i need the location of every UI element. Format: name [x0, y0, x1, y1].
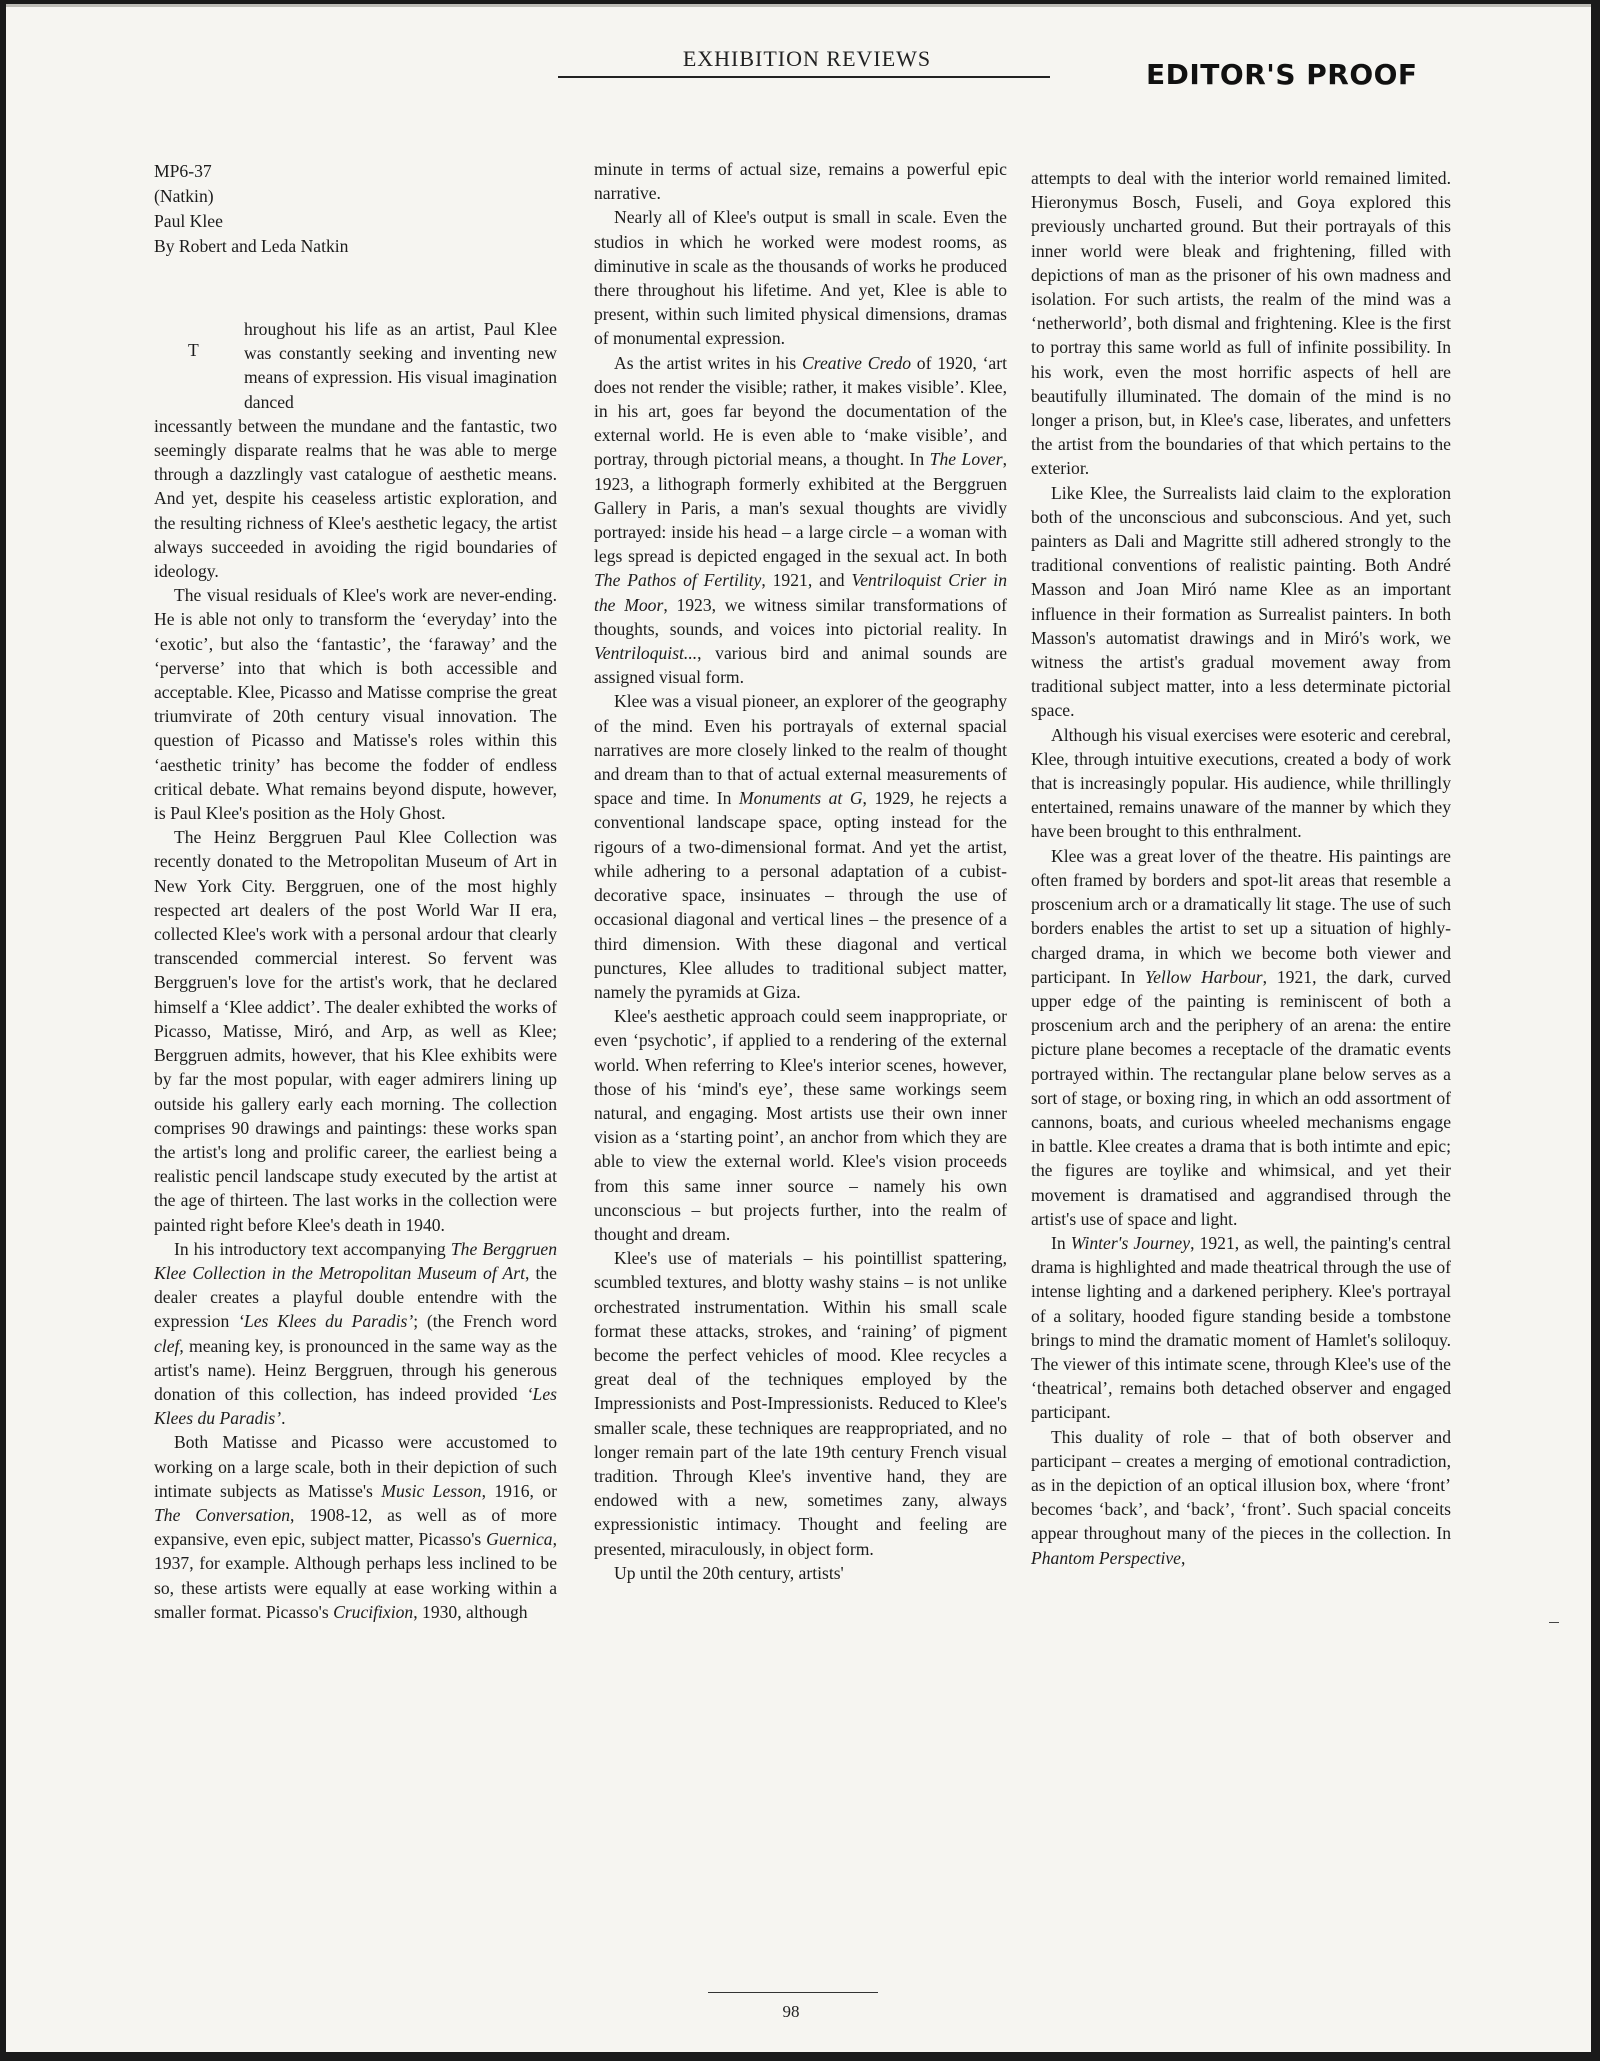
artwork-title: The Berggruen Klee Collection in the Metropolitan Museum of Art — [154, 1238, 558, 1283]
artwork-title: The Pathos of Fertility — [594, 570, 762, 591]
paragraph: Klee was a great lover of the theatre. His paintings are often framed by borders and spot-lit areas that resemble a proscenium arch or a dramatically lit stage. The use of such borders enables the artist to set up a situation of highly-charged drama, in which we become both viewer and participant. In Yellow Harbour, 1921, the dark, curved upper edge of the painting is reminiscent of both a proscenium arch and the periphery of an arena: the entire picture plane becomes a receptacle of the dramatic events portrayed within. The rectangular plane below serves as a sort of stage, or boxing ring, in which an odd assortment of cannons, boats, and curious wheeled mechanisms engage in battle. Klee creates a drama that is both intimte and epic; the figures are toylike and whimsical, and yet their movement is dramatised and aggrandised through the artist's use of space and light. — [1031, 845, 1451, 1229]
artwork-title: Phantom Perspective — [1031, 1547, 1181, 1568]
article-code: MP6-37 — [154, 161, 212, 181]
paragraph: Both Matisse and Picasso were accustomed to working on a large scale, both in their depiction of such intimate subjects as Matisse's Music Lesson, 1916, or The Conversation, 1908-12, as well as of more expansive, even epic, subject matter, Picasso's Guernica, 1937, for example. Although perhaps less inclined to be so, these artists were equally at ease working within a smaller format. Picasso's Crucifixion, 1930, although — [154, 1432, 557, 1622]
paragraph: Klee's use of materials – his pointillist spattering, scumbled textures, and blotty washy stains – is not unlike orchestrated instrumentation. Within his small scale format these attacks, strokes, and ‘raining’ of pigment become the perfect vehicles of mood. Klee recycles a great deal of the techniques employed by the Impressionists and Post-Impressionists. Reduced to Klee's smaller scale, these techniques are reappropriated, and no longer remain part of the late 19th century French visual tradition. Through Klee's inventive hand, they are endowed with a new, sometimes zany, always expressionistic intimacy. Thought and feeling are presented, miraculously, in object form. — [594, 1248, 1007, 1559]
byline: By Robert and Leda Natkin — [154, 236, 349, 256]
paragraph: minute in terms of actual size, remains a powerful epic narrative. — [594, 159, 1007, 204]
paragraph: Up until the 20th century, artists' — [614, 1562, 844, 1583]
footer-rule — [708, 1992, 878, 1993]
artwork-title: The Lover — [929, 449, 1003, 470]
paragraph: Klee was a visual pioneer, an explorer of the geography of the mind. Even his portrayals of external spacial narratives are more closely linked to the realm of thought and dream than to that of actual external measurements of space and time. In Monuments at G, 1929, he rejects a conventional landscape space, opting instead for the rigours of a two-dimensional format. And yet the artist, while adhering to a personal adaptation of a cubist-decorative space, insinuates – through the use of occasional diagonal and vertical lines – the presence of a third dimension. With these diagonal and vertical punctures, Klee alludes to traditional subject matter, namely the pyramids at Giza. — [594, 691, 1007, 1002]
term: clef — [154, 1335, 180, 1356]
margin-mark — [1549, 1622, 1559, 1623]
opening-text: hroughout his life as an artist, Paul Klee was constantly seeking and inventing new means of expression. His visual imagination danced — [244, 319, 557, 412]
paragraph: Although his visual exercises were esoteric and cerebral, Klee, through intuitive executions, created a body of work that is increasingly popular. His audience, while thrillingly entertained, remains unaware of the manner by which they have been brought to this enthralment. — [1031, 724, 1451, 842]
artwork-title: Guernica — [486, 1529, 553, 1550]
top-border — [6, 4, 1591, 7]
column-3 — [1031, 166, 1451, 1570]
artwork-title: Ventriloquist... — [594, 643, 698, 664]
drop-cap: T — [188, 340, 199, 360]
editors-proof-stamp: EDITOR'S PROOF — [1146, 58, 1418, 91]
document-page — [6, 4, 1591, 2052]
paragraph: incessantly between the mundane and the fantastic, two seemingly disparate realms that he was able to merge through a dazzlingly vast catalogue of aesthetic means. And yet, despite his ceaseless artistic exploration, and the resulting richness of Klee's aesthetic legacy, the artist always succeeded in avoiding the rigid boundaries of ideology. — [154, 415, 557, 582]
article-meta — [154, 159, 557, 259]
opening-paragraph — [154, 317, 557, 414]
paragraph: Nearly all of Klee's output is small in scale. Even the studios in which he worked were modest rooms, as diminutive in scale as the thousands of works he produced there throughout his lifetime. And yet, Klee is able to present, within such limited physical dimensions, dramas of monumental expression. — [594, 207, 1007, 349]
paragraph: Like Klee, the Surrealists laid claim to the exploration both of the unconscious and subconscious. And yet, such painters as Dali and Magritte still adhered strongly to the traditional conventions of realistic painting. Both André Masson and Joan Miró name Klee as an important influence in their formation as Surrealist painters. In both Masson's automatist drawings and in Miró's work, we witness the artist's gradual movement away from traditional subject matter, into a less determinate pictorial space. — [1031, 482, 1451, 721]
artwork-title: Monuments at G — [738, 788, 863, 809]
artwork-title: Crucifixion — [333, 1601, 414, 1622]
paragraph: In Winter's Journey, 1921, as well, the painting's central drama is highlighted and made theatrical through the use of intense lighting and a darkened periphery. Klee's portrayal of a solitary, hooded figure standing beside a tombstone brings to mind the dramatic moment of Hamlet's soliloquy. The viewer of this intimate scene, through Klee's use of the ‘theatrical’, remains both detached observer and engaged participant. — [1031, 1232, 1451, 1423]
quote: ‘Les Klees du Paradis’ — [154, 1383, 557, 1429]
author-tag: (Natkin) — [154, 186, 214, 206]
running-header: EXHIBITION REVIEWS — [682, 46, 932, 71]
quote: ‘Les Klees du Paradis’ — [238, 1311, 414, 1332]
artwork-title: Creative Credo — [802, 352, 912, 373]
paragraph: This duality of role – that of both observer and participant – creates a merging of emotional contradiction, as in the depiction of an optical illusion box, where ‘front’ becomes ‘back’, and ‘back’, ‘front’. Such spacial conceits appear throughout many of the pieces in the collection. In Phantom Perspective, — [1031, 1426, 1451, 1568]
artwork-title: Ventriloquist Crier in the Moor — [594, 570, 1007, 615]
column-1 — [154, 159, 557, 1624]
artwork-title: The Conversation — [154, 1504, 291, 1525]
column-2 — [594, 157, 1007, 1585]
page-number: 98 — [782, 2002, 800, 2021]
paragraph: The visual residuals of Klee's work are never-ending. He is able not only to transform the ‘everyday’ into the ‘exotic’, but also the ‘fantastic’, the ‘faraway’ and the ‘perverse’ into that which is both accessible and acceptable. Klee, Picasso and Matisse comprise the great triumvirate of 20th century visual innovation. The question of Picasso and Matisse's roles within this ‘aesthetic trinity’ has become the fodder of endless critical debate. What remains beyond dispute, however, is Paul Klee's position as the Holy Ghost. — [154, 585, 557, 824]
artwork-title: Music Lesson — [381, 1480, 482, 1501]
paragraph: In his introductory text accompanying The Berggruen Klee Collection in the Metropolitan Museum of Art, the dealer creates a playful double entendre with the expression ‘Les Klees du Paradis’; (the French word clef, meaning key, is pronounced in the same way as the artist's name). Heinz Berggruen, through his generous donation of this collection, has indeed provided ‘Les Klees du Paradis’. — [154, 1238, 558, 1429]
article-subject: Paul Klee — [154, 211, 223, 231]
paragraph: attempts to deal with the interior world remained limited. Hieronymus Bosch, Fuseli, and Goya explored this previously uncharted ground. But their portrayals of this inner world were bleak and frightening, filled with depictions of man as the prisoner of his own madness and isolation. For such artists, the realm of the mind was a ‘netherworld’, both dismal and frightening. Klee is the first to portray this same world as full of infinite possibility. In his work, even the most horrific aspects of hell are beautifully illuminated. The domain of the mind is no longer a prison, but, in Klee's case, liberates, and unfetters the artist from the boundaries of that which pertains to the exterior. — [1031, 168, 1451, 479]
header-rule — [558, 76, 1050, 78]
artwork-title: Yellow Harbour — [1144, 966, 1263, 987]
paragraph: As the artist writes in his Creative Credo of 1920, ‘art does not render the visible; rather, it makes visible’. Klee, in his art, goes far beyond the documentation of the external world. He is even able to ‘make visible’, and portray, through pictorial means, a thought. In The Lover, 1923, a lithograph formerly exhibited at the Berggruen Gallery in Paris, a man's sexual thoughts are vividly portrayed: inside his head – a large circle – a woman with legs spread is depicted engaged in the sexual act. In both The Pathos of Fertility, 1921, and Ventriloquist Crier in the Moor, 1923, we witness similar transformations of thoughts, sounds, and voices into pictorial reality. In Ventriloquist..., various bird and animal sounds are assigned visual form. — [594, 352, 1007, 688]
artwork-title: Winter's Journey — [1070, 1232, 1191, 1253]
paragraph: Klee's aesthetic approach could seem inappropriate, or even ‘psychotic’, if applied to a rendering of the external world. When referring to Klee's interior scenes, however, those of his ‘mind's eye’, these same workings seem natural, and engaging. Most artists use their own inner vision as a ‘starting point’, an anchor from which they are able to view the external world. Klee's vision proceeds from this same inner source – namely his own unconscious – but projects further, into the realm of thought and dream. — [594, 1006, 1007, 1244]
paragraph: The Heinz Berggruen Paul Klee Collection was recently donated to the Metropolitan Museum of Art in New York City. Berggruen, one of the most highly respected art dealers of the post World War II era, collected Klee's work with a personal ardour that clearly transcended commercial interest. So fervent was Berggruen's love for the artist's work, that he declared himself a ‘Klee addict’. The dealer exhibted the works of Picasso, Matisse, Miró, and Arp, as well as Klee; Berggruen admits, however, that his Klee exhibits were by far the most popular, with eager admirers lining up outside his gallery early each morning. The collection comprises 90 drawings and paintings: these works span the artist's long and prolific career, the earliest being a realistic pencil landscape study executed by the artist at the age of thirteen. The last works in the collection were painted right before Klee's death in 1940. — [154, 827, 557, 1235]
